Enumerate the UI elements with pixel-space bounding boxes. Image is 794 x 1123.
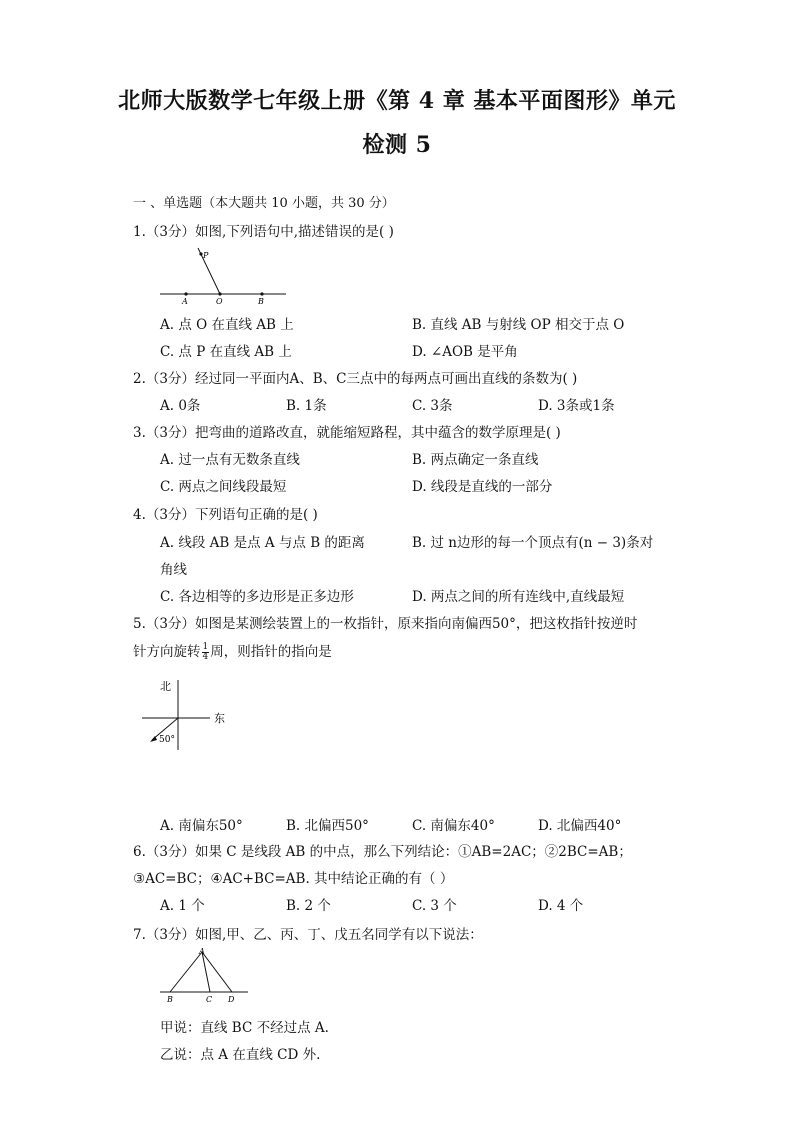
q7-label-a: A bbox=[199, 947, 205, 956]
q5-option-c: C. 南偏东40° bbox=[412, 818, 495, 834]
q7-label-c: C bbox=[206, 995, 213, 1004]
question-1-figure bbox=[158, 244, 293, 306]
q1-label-a: A bbox=[182, 297, 188, 306]
q5-fraction bbox=[202, 643, 210, 662]
q4-option-c: C. 各边相等的多边形是正多边形 bbox=[160, 589, 354, 605]
q7-label-b: B bbox=[167, 995, 173, 1004]
question-6-stem-line2: ③AC=BC；④AC+BC=AB. 其中结论正确的有（ ） bbox=[133, 871, 454, 887]
page-title-line1: 北师大版数学七年级上册《第 4 章 基本平面图形》单元 bbox=[118, 88, 676, 114]
q5-stem-pre: 针方向旋转 bbox=[133, 644, 201, 660]
question-5-stem-line2 bbox=[133, 640, 332, 662]
q3-option-a: A. 过一点有无数条直线 bbox=[160, 452, 300, 468]
question-7-figure bbox=[158, 946, 253, 1004]
q4-option-d: D. 两点之间的所有连线中,直线最短 bbox=[412, 589, 625, 605]
question-5-stem-line1: 5.（3分）如图是某测绘装置上的一枚指针，原来指向南偏西50°，把这枚指针按逆时 bbox=[133, 616, 638, 632]
q2-option-c: C. 3条 bbox=[412, 398, 453, 414]
q7-statement-jia: 甲说：直线 BC 不经过点 A. bbox=[160, 1020, 329, 1036]
q1-option-a: A. 点 O 在直线 AB 上 bbox=[160, 317, 294, 333]
q2-option-d: D. 3条或1条 bbox=[538, 398, 615, 414]
q5-frac-num: 1 bbox=[202, 642, 209, 652]
q7-label-d: D bbox=[228, 995, 235, 1004]
q3-option-d: D. 线段是直线的一部分 bbox=[412, 479, 553, 495]
section-heading: 一 、单选题（本大题共 10 小题，共 30 分） bbox=[133, 196, 395, 211]
question-2-stem: 2.（3分）经过同一平面内A、B、C三点中的每两点可画出直线的条数为( ) bbox=[133, 371, 578, 387]
page-title-line2: 检测 5 bbox=[362, 132, 432, 158]
q6-option-d: D. 4 个 bbox=[538, 898, 584, 914]
question-3-stem: 3.（3分）把弯曲的道路改直，就能缩短路程，其中蕴含的数学原理是( ) bbox=[133, 425, 561, 441]
q5-label-angle: 50° bbox=[159, 735, 175, 745]
question-4-stem: 4.（3分）下列语句正确的是( ) bbox=[133, 507, 318, 523]
q5-frac-den: 4 bbox=[202, 652, 209, 662]
q5-label-east: 东 bbox=[214, 712, 225, 725]
question-7-stem: 7.（3分）如图,甲、乙、丙、丁、戊五名同学有以下说法： bbox=[133, 927, 483, 943]
q6-option-c: C. 3 个 bbox=[412, 898, 457, 914]
question-6-stem-line1: 6.（3分）如果 C 是线段 AB 的中点，那么下列结论：①AB=2AC；②2BC=AB； bbox=[133, 844, 632, 860]
q1-label-p: P bbox=[203, 251, 209, 260]
q4-option-b-continued: 角线 bbox=[160, 562, 187, 578]
q5-stem-post: 周，则指针的指向是 bbox=[210, 644, 332, 660]
q1-option-b: B. 直线 AB 与射线 OP 相交于点 O bbox=[412, 317, 625, 333]
question-1-stem: 1.（3分）如图,下列语句中,描述错误的是( ) bbox=[133, 224, 394, 240]
q5-option-b: B. 北偏西50° bbox=[286, 818, 369, 834]
q7-statement-yi: 乙说：点 A 在直线 CD 外. bbox=[160, 1047, 321, 1063]
q5-option-d: D. 北偏西40° bbox=[538, 818, 622, 834]
q1-label-b: B bbox=[258, 297, 264, 306]
q2-option-a: A. 0条 bbox=[160, 398, 201, 414]
q3-option-c: C. 两点之间线段最短 bbox=[160, 479, 287, 495]
q6-option-a: A. 1 个 bbox=[160, 898, 205, 914]
q4-option-a: A. 线段 AB 是点 A 与点 B 的距离 bbox=[160, 535, 365, 551]
q6-option-b: B. 2 个 bbox=[286, 898, 331, 914]
q3-option-b: B. 两点确定一条直线 bbox=[412, 452, 539, 468]
q4-option-b: B. 过 n边形的每一个顶点有(n − 3)条对 bbox=[412, 535, 654, 551]
q1-label-o: O bbox=[216, 297, 223, 306]
q2-option-b: B. 1条 bbox=[286, 398, 327, 414]
q5-label-north: 北 bbox=[160, 680, 171, 693]
q1-option-d: D. ∠AOB 是平角 bbox=[412, 344, 518, 360]
question-5-figure bbox=[138, 676, 238, 756]
q1-option-c: C. 点 P 在直线 AB 上 bbox=[160, 344, 292, 360]
q5-option-a: A. 南偏东50° bbox=[160, 818, 243, 834]
